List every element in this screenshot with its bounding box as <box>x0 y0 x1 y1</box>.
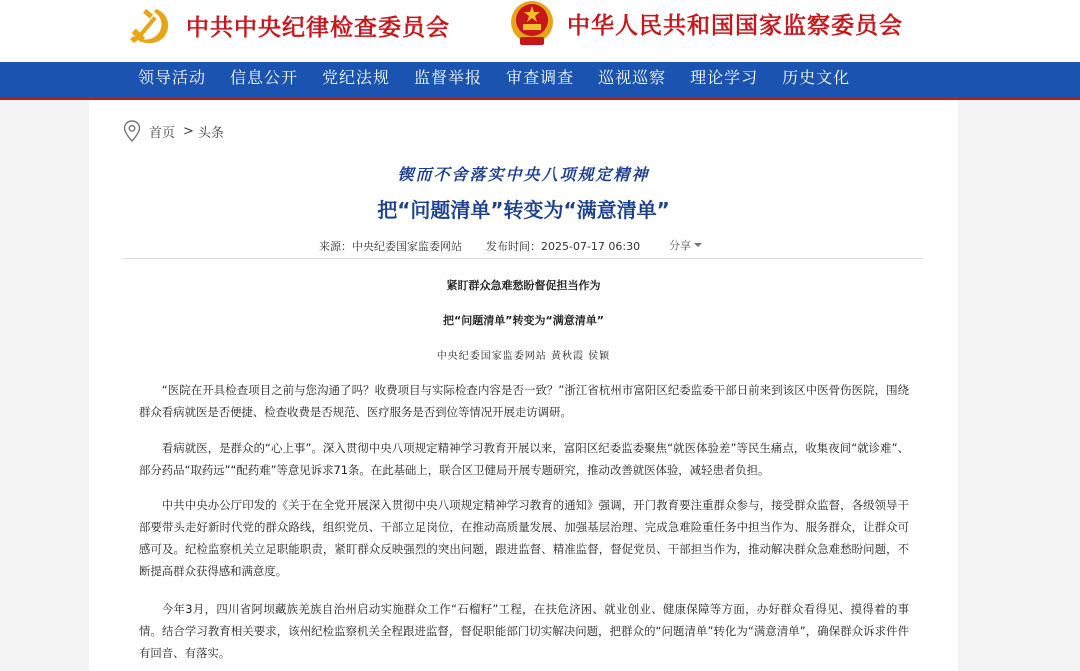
article-paragraph-4: 今年3月，四川省阿坝藏族羌族自治州启动实施群众工作“石榴籽”工程，在扶危济困、就业创业、健康保障等方面，办好群众看得见、摸得着的事情。结合学习教育相关要求，该州纪检监察机关全程跟进监督，督促职能部门切实解决问题，把群众的“问题清单”转化为“满意清单”，确保群众诉求件件有回音、有落实。 <box>139 602 909 660</box>
nav-item-investigation[interactable]: 审查调查 <box>506 68 575 87</box>
national-emblem-icon <box>507 0 557 47</box>
nav-list <box>138 62 874 97</box>
article-title: 把“问题清单”转变为“满意清单” <box>377 198 670 222</box>
nav-item-leadership[interactable]: 领导活动 <box>138 68 207 87</box>
article-container <box>89 100 958 671</box>
article-publish-time: 发布时间：2025-07-17 06:30 <box>486 240 641 253</box>
share-label: 分享 <box>669 239 691 252</box>
nav-item-regulations[interactable]: 党纪法规 <box>322 68 391 87</box>
nav-item-info[interactable]: 信息公开 <box>230 68 299 87</box>
breadcrumb-separator: > <box>183 123 194 139</box>
party-emblem-icon <box>126 3 176 47</box>
article-heading-1: 紧盯群众急难愁盼督促担当作为 <box>446 279 601 292</box>
site-header <box>0 0 1080 62</box>
article-byline: 中央纪委国家监委网站 黄秋霞 侯颖 <box>436 351 611 362</box>
article-paragraph-1: “医院在开具检查项目之前与您沟通了吗？收费项目与实际检查内容是否一致？”浙江省杭州市富阳区纪委监委干部日前来到该区中医骨伤医院，围绕群众看病就医是否便捷、检查收费是否规范、医疗服务是否到位等情况开展走访调研。 <box>139 383 909 419</box>
article-heading-2: 把“问题清单”转变为“满意清单” <box>443 314 604 327</box>
article-paragraph-2: 看病就医，是群众的“心上事”。深入贯彻中央八项规定精神学习教育开展以来，富阳区纪委监委聚焦“就医体验差”等民生痛点，收集夜间“就诊难”、部分药品“取药远”“配药难”等意见诉求71条。在此基础上，联合区卫健局开展专题研究，推动改善就医体验，减轻患者负担。 <box>139 441 909 477</box>
main-nav <box>0 62 1080 100</box>
article-meta <box>319 238 640 254</box>
logo-nsc[interactable] <box>507 0 903 46</box>
breadcrumb-current[interactable]: 头条 <box>197 125 224 141</box>
org-name-left: 中共中央纪律检查委员会 <box>186 13 450 41</box>
nav-item-report[interactable]: 监督举报 <box>414 68 483 87</box>
breadcrumb <box>123 120 224 142</box>
logo-ccdi[interactable] <box>126 4 450 46</box>
divider <box>123 258 923 259</box>
org-name-right: 中华人民共和国国家监察委员会 <box>567 11 903 39</box>
location-pin-icon <box>123 120 141 142</box>
nav-item-history[interactable]: 历史文化 <box>782 68 851 87</box>
breadcrumb-home[interactable]: 首页 <box>149 125 176 141</box>
article-subtitle: 锲而不舍落实中央八项规定精神 <box>397 165 650 184</box>
article-paragraph-3: 中共中央办公厅印发的《关于在全党开展深入贯彻中央八项规定精神学习教育的通知》强调，开门教育要注重群众参与，接受群众监督，各级领导干部要带头走好新时代党的群众路线，组织党员、干部立足岗位，在推动高质量发展、加强基层治理、完成急难险重任务中担当作为、服务群众，让群众可感可及。纪检监察机关立足职能职责，紧盯群众反映强烈的突出问题，跟进监督、精准监督，督促党员、干部担当作为，推动解决群众急难愁盼问题，不断提高群众获得感和满意度。 <box>139 498 909 578</box>
chevron-down-icon <box>694 243 702 247</box>
share-button[interactable] <box>669 237 702 253</box>
article-source: 来源：中央纪委国家监委网站 <box>319 240 462 253</box>
nav-item-theory[interactable]: 理论学习 <box>690 68 759 87</box>
nav-item-inspection[interactable]: 巡视巡察 <box>598 68 667 87</box>
